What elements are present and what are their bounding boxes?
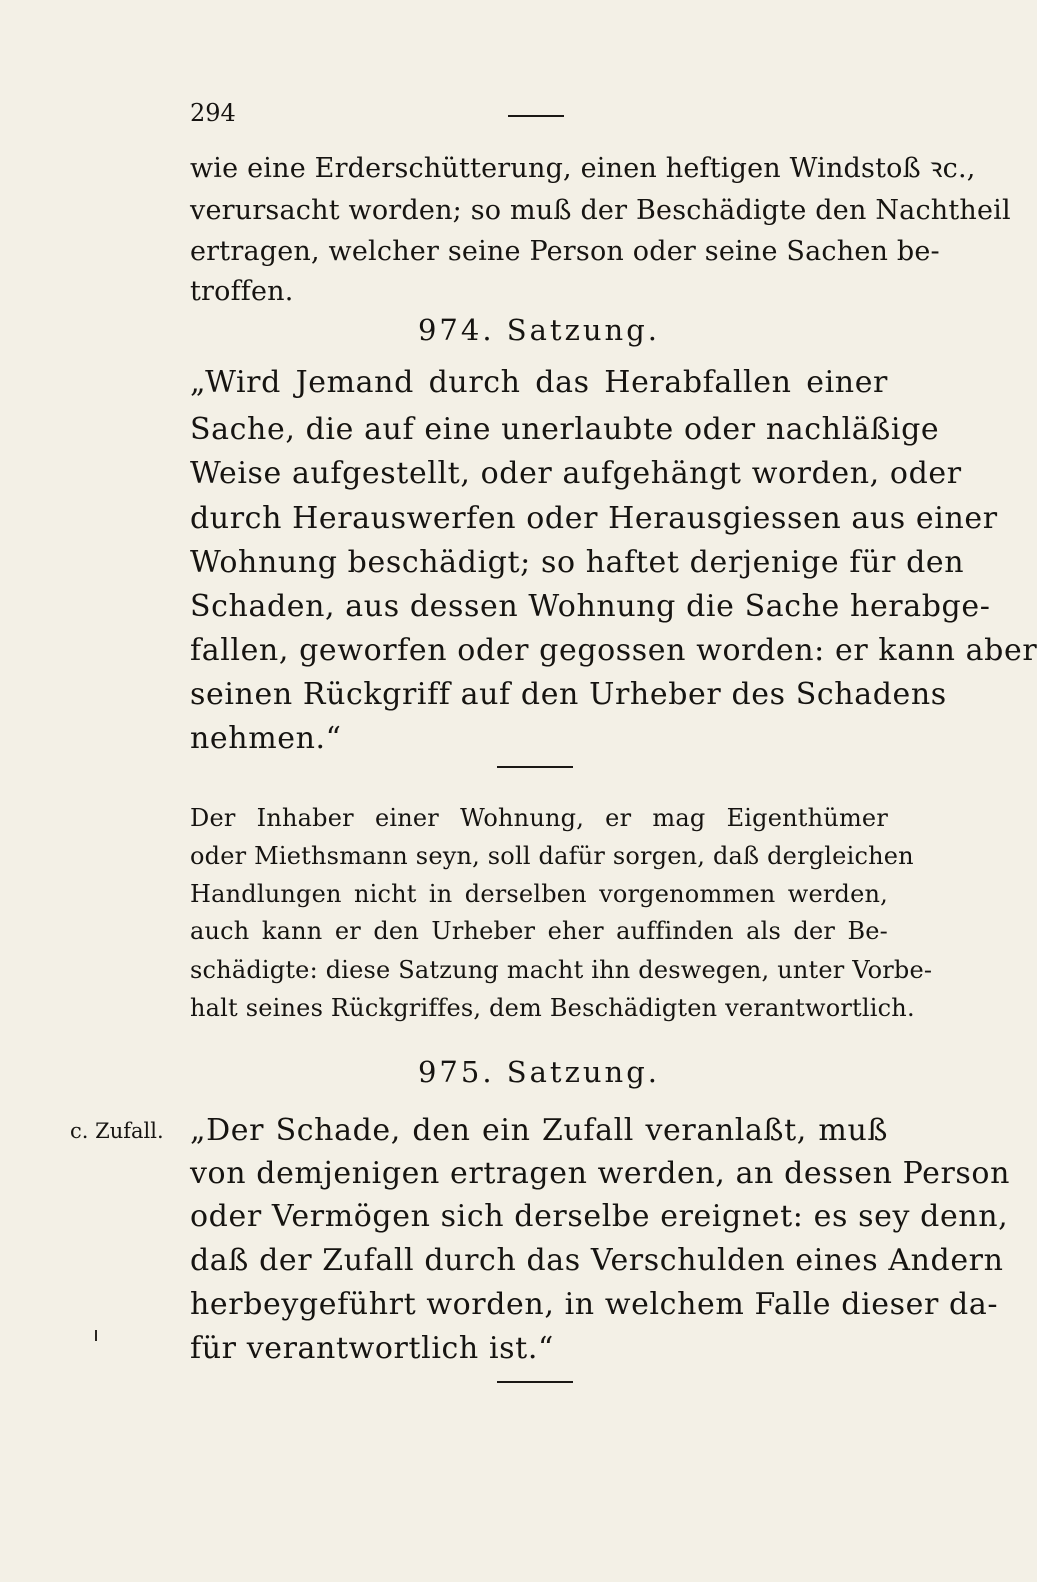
continuation-line: troffen. xyxy=(190,276,294,307)
article-line: durch Herauswerfen oder Herausgiessen aus einer xyxy=(190,501,998,536)
article-line: nehmen.“ xyxy=(190,721,342,756)
margin-note: c. Zufall. xyxy=(70,1119,164,1143)
article-line: von demjenigen ertragen werden, an dessen Person xyxy=(190,1156,1010,1191)
article-line: fallen, geworfen oder gegossen worden: er kann aber xyxy=(190,633,1037,668)
commentary-line: Der Inhaber einer Wohnung, er mag Eigenthümer xyxy=(190,804,888,832)
commentary-line: Handlungen nicht in derselben vorgenommen werden, xyxy=(190,880,888,908)
page-header xyxy=(190,96,890,130)
article-line: für verantwortlich ist.“ xyxy=(190,1331,554,1366)
article-line: „Wird Jemand durch das Herabfallen einer xyxy=(190,365,888,400)
page-number: 294 xyxy=(190,99,236,127)
commentary-line: auch kann er den Urheber eher auffinden als der Be- xyxy=(190,917,888,945)
section-divider xyxy=(497,1381,573,1383)
header-dash xyxy=(508,115,564,117)
article-line: daß der Zufall durch das Verschulden eines Andern xyxy=(190,1243,1004,1278)
article-line: Weise aufgestellt, oder aufgehängt worden, oder xyxy=(190,456,962,491)
article-line: herbeygeführt worden, in welchem Falle dieser da- xyxy=(190,1287,999,1322)
article-line: Schaden, aus dessen Wohnung die Sache herabge- xyxy=(190,589,991,624)
continuation-line: wie eine Erderschütterung, einen heftigen Windstoß ꝛc., xyxy=(190,153,976,184)
article-line: seinen Rückgriff auf den Urheber des Schadens xyxy=(190,677,947,712)
article-line: Sache, die auf eine unerlaubte oder nachläßige xyxy=(190,412,940,447)
commentary-line: halt seines Rückgriffes, dem Beschädigten verantwortlich. xyxy=(190,994,915,1022)
section-heading-975: 975. Satzung. xyxy=(417,1055,660,1089)
commentary-line: oder Miethsmann seyn, soll dafür sorgen, daß dergleichen xyxy=(190,842,914,870)
article-line: „Der Schade, den ein Zufall veranlaßt, muß xyxy=(190,1113,888,1148)
section-divider xyxy=(497,766,573,768)
article-line: Wohnung beschädigt; so haftet derjenige für den xyxy=(190,545,965,580)
commentary-line: schädigte: diese Satzung macht ihn deswegen, unter Vorbe- xyxy=(190,956,933,984)
article-line: oder Vermögen sich derselbe ereignet: es sey denn, xyxy=(190,1199,1009,1234)
continuation-line: ertragen, welcher seine Person oder seine Sachen be- xyxy=(190,236,940,267)
section-heading-974: 974. Satzung. xyxy=(417,313,660,347)
ink-speck xyxy=(95,1330,97,1341)
continuation-line: verursacht worden; so muß der Beschädigte den Nachtheil xyxy=(190,195,1011,226)
